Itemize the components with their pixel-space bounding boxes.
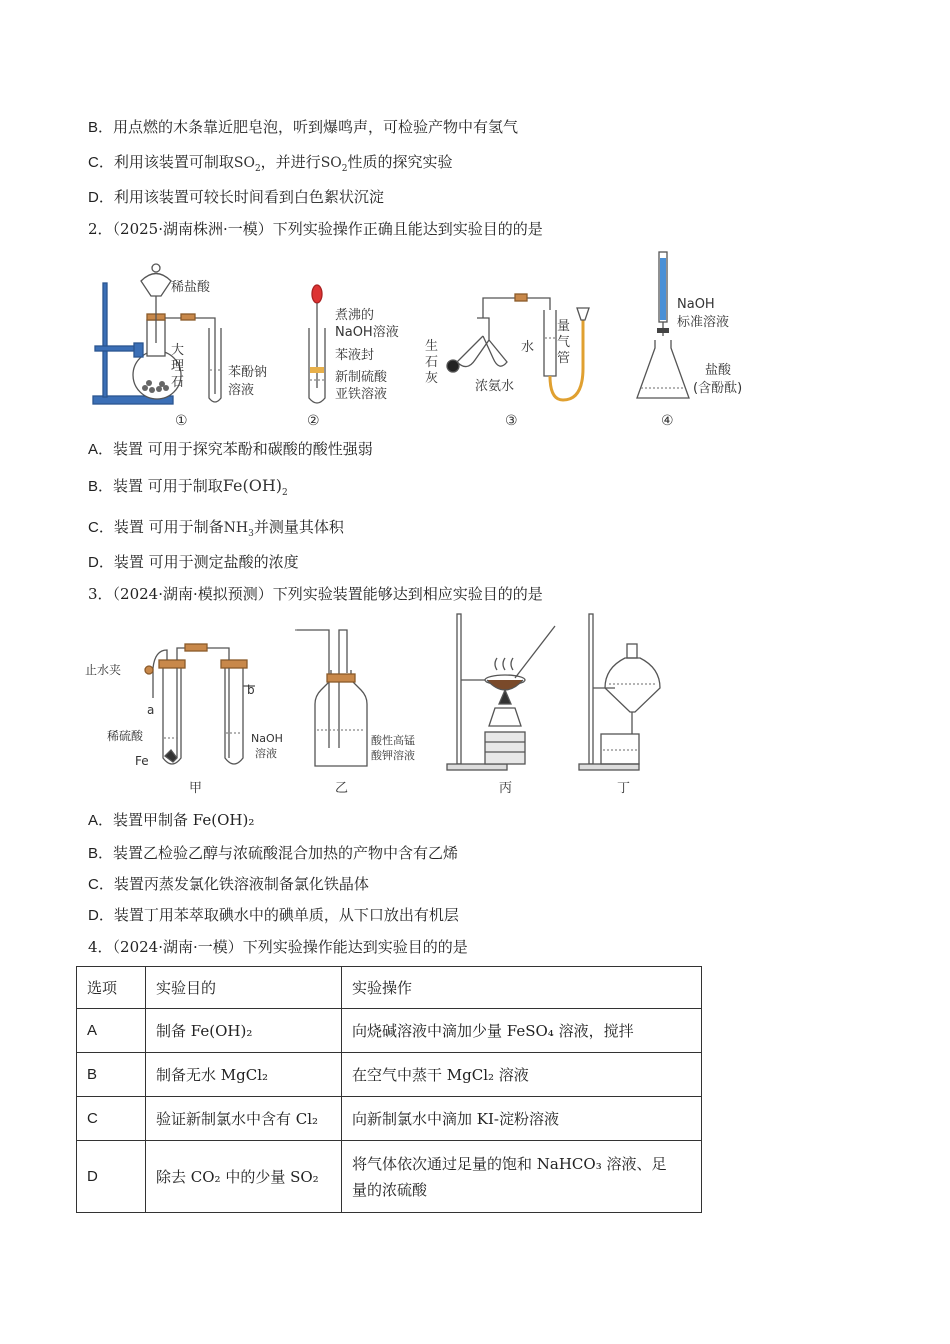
svg-text:生: 生 bbox=[425, 339, 439, 354]
svg-text:理: 理 bbox=[171, 359, 185, 374]
svg-text:新制硫酸: 新制硫酸 bbox=[335, 370, 388, 385]
svg-text:大: 大 bbox=[171, 343, 185, 358]
table-row: C 验证新制氯水中含有 Cl₂ 向新制氯水中滴加 KI-淀粉溶液 bbox=[77, 1097, 702, 1141]
q3-option-d: D．装置丁用苯萃取碘水中的碘单质，从下口放出有机层 bbox=[88, 906, 459, 924]
svg-text:b: b bbox=[247, 683, 255, 697]
q3-option-a: A．装置甲制备 Fe(OH)₂ bbox=[88, 811, 255, 829]
svg-text:石: 石 bbox=[171, 375, 185, 390]
svg-text:NaOH: NaOH bbox=[677, 297, 715, 312]
q1-option-c: C．利用该装置可制取$SO_2$，并进行$SO_2$性质的探究实验 bbox=[88, 153, 453, 174]
svg-text:丙: 丙 bbox=[499, 781, 513, 796]
svg-text:a: a bbox=[147, 703, 155, 717]
table-row: D 除去 CO₂ 中的少量 SO₂ 将气体依次通过足量的饱和 NaHCO₃ 溶液、足 量的浓硫酸 bbox=[77, 1141, 702, 1213]
apparatus-jia bbox=[145, 644, 255, 764]
q2-option-b: B．装置 可用于制取$Fe(OH)_2$ bbox=[88, 476, 288, 499]
svg-text:③: ③ bbox=[505, 413, 518, 429]
table-row: B 制备无水 MgCl₂ 在空气中蒸干 MgCl₂ 溶液 bbox=[77, 1053, 702, 1097]
header-operation: 实验操作 bbox=[342, 967, 702, 1009]
svg-text:止水夹: 止水夹 bbox=[85, 663, 122, 677]
svg-text:石: 石 bbox=[425, 355, 439, 370]
apparatus-ding bbox=[579, 614, 660, 770]
formula-nh3: $NH_3$ bbox=[223, 520, 254, 539]
q2-option-a: A．装置 可用于探究苯酚和碳酸的酸性强弱 bbox=[88, 440, 373, 458]
header-option: 选项 bbox=[77, 967, 146, 1009]
q3-option-c: C．装置丙蒸发氯化铁溶液制备氯化铁晶体 bbox=[88, 875, 369, 893]
svg-text:④: ④ bbox=[661, 413, 674, 429]
svg-text:盐酸: 盐酸 bbox=[705, 363, 732, 378]
q1-option-b: B．用点燃的木条靠近肥皂泡，听到爆鸣声，可检验产物中有氢气 bbox=[88, 118, 519, 136]
svg-text:亚铁溶液: 亚铁溶液 bbox=[335, 387, 388, 402]
svg-text:溶液: 溶液 bbox=[228, 383, 255, 398]
formula-so2: $SO_2$ bbox=[320, 155, 348, 174]
q3-stem: 3．（2024·湖南·模拟预测）下列实验装置能够达到相应实验目的的是 bbox=[88, 585, 543, 603]
formula-feoh2: $Fe(OH)_2$ bbox=[222, 476, 288, 499]
label-dilute-hcl: 稀盐酸 bbox=[171, 280, 211, 295]
q4-table bbox=[76, 966, 702, 1213]
table-header-row bbox=[77, 967, 702, 1009]
svg-text:苯液封: 苯液封 bbox=[335, 348, 375, 363]
apparatus-yi bbox=[295, 630, 367, 766]
q2-figure bbox=[85, 248, 765, 430]
q2-option-c: C．装置 可用于制备$NH_3$并测量其体积 bbox=[88, 518, 344, 539]
svg-text:气: 气 bbox=[557, 335, 571, 350]
table-row: A 制备 Fe(OH)₂ 向烧碱溶液中滴加少量 FeSO₄ 溶液，搅拌 bbox=[77, 1009, 702, 1053]
svg-text:水: 水 bbox=[521, 340, 535, 355]
svg-text:标准溶液: 标准溶液 bbox=[677, 315, 730, 330]
q4-stem: 4．（2024·湖南·一模）下列实验操作能达到实验目的的是 bbox=[88, 938, 468, 956]
svg-text:浓氨水: 浓氨水 bbox=[475, 379, 515, 394]
svg-text:管: 管 bbox=[557, 351, 571, 366]
svg-text:酸性高锰: 酸性高锰 bbox=[371, 734, 415, 747]
q3-figure bbox=[85, 608, 685, 798]
svg-text:①: ① bbox=[175, 413, 188, 429]
svg-text:溶液: 溶液 bbox=[255, 747, 277, 760]
svg-text:灰: 灰 bbox=[425, 371, 439, 386]
svg-text:Fe: Fe bbox=[135, 754, 149, 768]
apparatus-bing bbox=[447, 614, 555, 770]
svg-text:丁: 丁 bbox=[617, 781, 631, 796]
apparatus-2 bbox=[309, 285, 325, 403]
svg-text:②: ② bbox=[307, 413, 320, 429]
svg-text:乙: 乙 bbox=[335, 781, 349, 796]
q2-stem: 2．（2025·湖南株洲·一模）下列实验操作正确且能达到实验目的的是 bbox=[88, 220, 543, 238]
svg-text:稀硫酸: 稀硫酸 bbox=[107, 729, 144, 743]
svg-text:酸钾溶液: 酸钾溶液 bbox=[371, 749, 415, 762]
q2-option-d: D．装置 可用于测定盐酸的浓度 bbox=[88, 553, 299, 571]
svg-text:甲: 甲 bbox=[189, 781, 203, 796]
svg-text:量: 量 bbox=[557, 319, 571, 334]
q3-option-b: B．装置乙检验乙醇与浓硫酸混合加热的产物中含有乙烯 bbox=[88, 844, 459, 862]
svg-text:苯酚钠: 苯酚钠 bbox=[228, 365, 268, 380]
svg-text:NaOH: NaOH bbox=[251, 732, 283, 745]
svg-text:NaOH溶液: NaOH溶液 bbox=[335, 325, 399, 340]
q1-option-d: D．利用该装置可较长时间看到白色絮状沉淀 bbox=[88, 188, 384, 206]
svg-text:(含酚酞): (含酚酞) bbox=[693, 381, 743, 396]
formula-so2: $SO_2$ bbox=[233, 155, 261, 174]
header-purpose: 实验目的 bbox=[146, 967, 342, 1009]
svg-text:煮沸的: 煮沸的 bbox=[335, 308, 375, 323]
